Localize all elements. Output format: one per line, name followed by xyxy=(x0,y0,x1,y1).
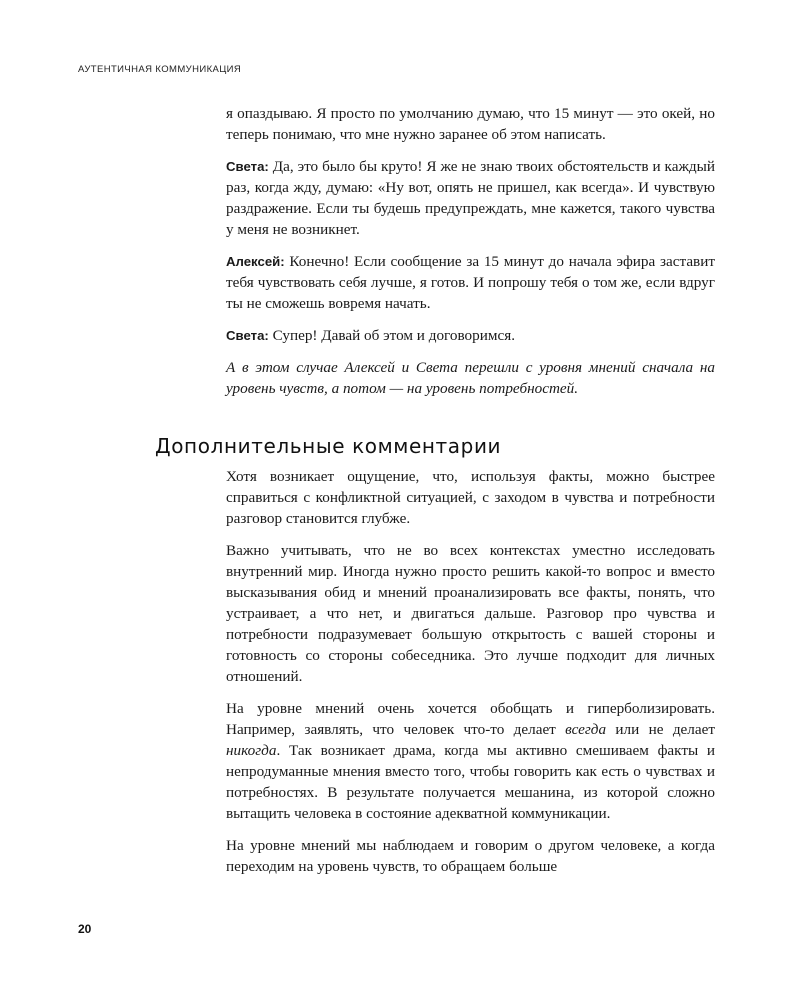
emphasis-never: никогда xyxy=(226,742,277,759)
dialogue-text: Супер! Давай об этом и договоримся. xyxy=(268,327,515,344)
text-run: На уровне мнений очень хочется обобщать и гиперболизировать. Например, заявлять, что человек что-то делает xyxy=(226,700,715,738)
body-paragraph xyxy=(226,698,715,824)
dialogue-paragraph xyxy=(226,251,715,314)
speaker-name: Света: xyxy=(226,328,269,343)
body-paragraph: На уровне мнений мы наблюдаем и говорим о другом человеке, а когда переходим на уровень чувств, то обращаем больше xyxy=(226,837,715,875)
body-paragraph: Важно учитывать, что не во всех контекстах уместно исследовать внутренний мир. Иногда нужно просто решить какой-то вопрос и вместо высказывания обид и мнений проанализировать все факты, понять, что устраивает, а что нет, и двигаться дальше. Разговор про чувства и потребности подразумевает большую открытость с вашей стороны и готовность со стороны собеседника. Это лучше подходит для личных отношений. xyxy=(226,542,715,685)
section-heading: Дополнительные комментарии xyxy=(155,434,502,458)
dialogue-paragraph xyxy=(226,103,715,145)
text-run: или не делает xyxy=(606,721,715,738)
dialogue-paragraph xyxy=(226,325,715,346)
dialogue-paragraph xyxy=(226,156,715,240)
running-header: АУТЕНТИЧНАЯ КОММУНИКАЦИЯ xyxy=(78,64,242,75)
section-body xyxy=(226,466,715,888)
dialogue-text: Конечно! Если сообщение за 15 минут до начала эфира заставит тебя чувствовать себя лучше, я готов. И попрошу тебя о том же, если вдруг ты не сможешь вовремя начать. xyxy=(226,253,715,312)
dialogue-block xyxy=(226,103,715,410)
speaker-name: Алексей: xyxy=(226,254,285,269)
emphasis-always: всегда xyxy=(565,721,607,738)
dialogue-text: я опаздываю. Я просто по умолчанию думаю, что 15 минут — это окей, но теперь понимаю, что мне нужно заранее об этом написать. xyxy=(226,105,715,143)
page-number: 20 xyxy=(78,922,92,936)
dialogue-text: Да, это было бы круто! Я же не знаю твоих обстоятельств и каждый раз, когда жду, думаю: «Ну вот, опять не пришел, как всегда». И чувствую раздражение. Если ты будешь предупреждать, мне кажется, такого чувства у меня не возникнет. xyxy=(226,158,715,238)
text-run: . Так возникает драма, когда мы активно смешиваем факты и непродуманные мнения вместо того, чтобы говорить как есть о чувствах и потребностях. В результате получается мешанина, из которой сложно вытащить человека в состояние адекватной коммуникации. xyxy=(226,742,715,822)
body-paragraph: Хотя возникает ощущение, что, используя факты, можно быстрее справиться с конфликтной ситуацией, с заходом в чувства и потребности разговор становится глубже. xyxy=(226,468,715,527)
speaker-name: Света: xyxy=(226,159,269,174)
summary-note: А в этом случае Алексей и Света перешли с уровня мнений сначала на уровень чувств, а потом — на уровень потребностей. xyxy=(226,359,715,397)
